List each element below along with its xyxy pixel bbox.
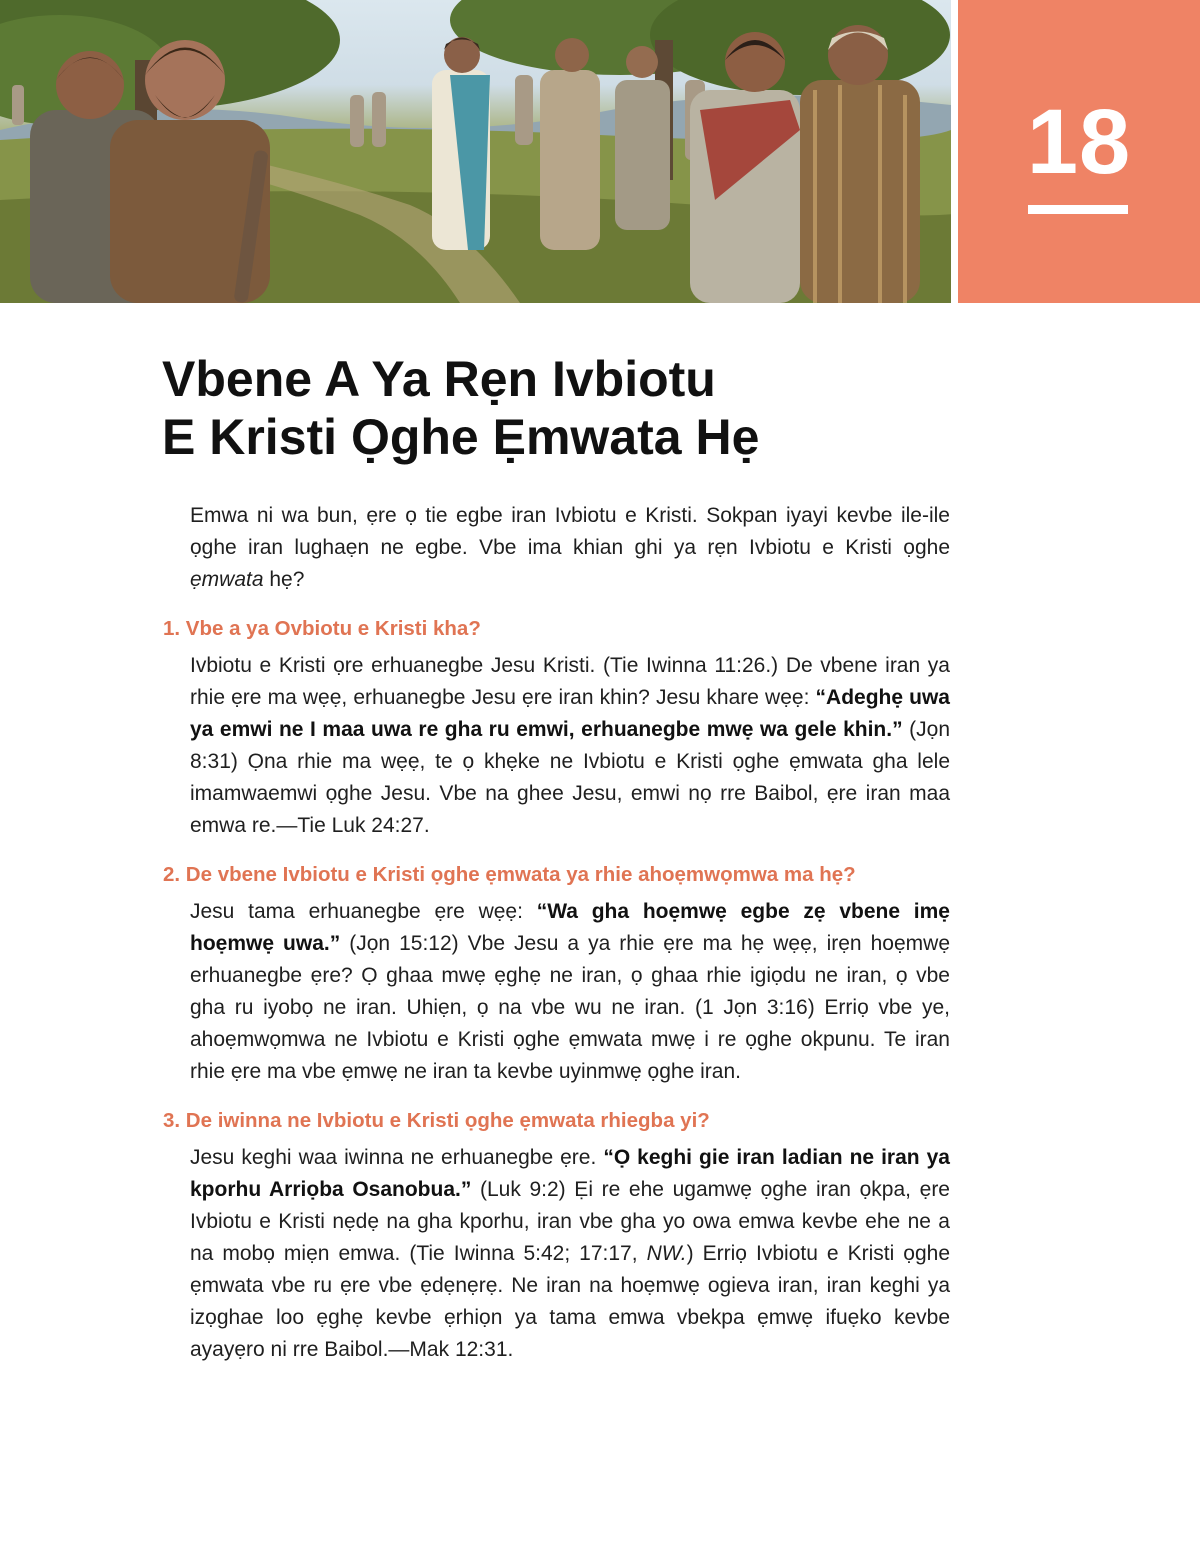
question-paragraph-1 [190,650,950,842]
paragraph-text: (Jọn 8:31) Ọna rhie ma wẹẹ, te ọ khẹke ne Ivbiotu e Kristi ọghe ẹmwata gha lele imamwaemwi ọghe Jesu. Vbe na ghee Jesu, emwi nọ rre Baibol, ẹre iran maa emwa re.—Tie Luk 24:27. [190,718,950,837]
paragraph-text: (Jọn 15:12) Vbe Jesu a ya rhie ẹre ma hẹ wẹẹ, irẹn hoẹmwẹ erhuanegbe ẹre? Ọ ghaa mwẹ ẹghẹ ne iran, ọ ghaa rhie igiọdu ne iran, ọ vbe gha ru iyobọ ne iran. Uhiẹn, ọ na vbe wu ne iran. (1 Jọn 3:16) Erriọ vbe ye, ahoẹmwọmwa ne Ivbiotu e Kristi ọghe ẹmwata mwẹ i re ọghe okpunu. Te iran rhie ẹre ma vbe ẹmwẹ ne iran ta kevbe uyinmwẹ ọghe iran. [190,932,951,1083]
lesson-body [163,500,950,1384]
question-heading-1: 1. Vbe a ya Ovbiotu e Kristi kha? [163,617,481,640]
question-paragraph-3 [190,1142,950,1366]
paragraph-text: (Luk 9:2) Ẹi re ehe ugamwẹ ọghe iran ọkpa, ẹre Ivbiotu e Kristi nẹdẹ na gha kporhu, iran vbe gha yo owa emwa kevbe ehe ne a na mobọ miẹn emwa. (Tie Iwinna 5:42; 17:17, [190,1178,950,1265]
translation-abbrev: NW. [646,1242,687,1265]
title-line-2: E Kristi Ọghe Ẹmwata Hẹ [162,409,760,465]
paragraph-text: Ivbiotu e Kristi ọre erhuanegbe Jesu Kristi. (Tie Iwinna 11:26.) De vbene iran ya rhie ẹre ma wẹẹ, erhuanegbe Jesu ẹre iran khin? Jesu khare wẹẹ: [190,654,950,709]
scripture-quote: “Adeghẹ uwa ya emwi ne I maa uwa re gha ru emwi, erhuanegbe mwẹ wa gele khin.” [190,686,950,741]
paragraph-text: Jesu keghi waa iwinna ne erhuanegbe ẹre. [190,1146,604,1169]
question-paragraph-2 [190,896,950,1088]
question-heading-3: 3. De iwinna ne Ivbiotu e Kristi ọghe ẹmwata rhiegba yi? [163,1109,710,1132]
chapter-rule [1028,205,1128,214]
header-illustration [0,0,951,303]
intro-text: Emwa ni wa bun, ẹre ọ tie egbe iran Ivbiotu e Kristi. Sokpan iyayi kevbe ile-ile ọghe iran lughaẹn ne egbe. Vbe ima khian ghi ya rẹn Ivbiotu e Kristi ọghe [190,504,950,559]
paragraph-text: ) Erriọ Ivbiotu e Kristi ọghe ẹmwata vbe ru ẹre vbe ẹdẹnẹrẹ. Ne iran na hoẹmwẹ ogieva iran, iran keghi ya izọghae loo ẹghẹ kevbe ẹrhiọn ya tama emwa vbekpa ẹmwẹ ifuẹko kevbe ayayẹro ni rre Baibol.—Mak 12:31. [190,1242,950,1361]
page-title [162,350,962,466]
chapter-number: 18 [1026,91,1132,193]
scripture-quote: “Ọ keghi gie iran ladian ne iran ya kporhu Arriọba Osanobua.” [190,1146,950,1201]
paragraph-text: Jesu tama erhuanegbe ẹre wẹẹ: [190,900,537,923]
intro-paragraph [190,500,950,596]
question-heading-2: 2. De vbene Ivbiotu e Kristi ọghe ẹmwata ya rhie ahoẹmwọmwa ma hẹ? [163,863,856,886]
intro-italic: ẹmwata [190,568,264,591]
intro-text-end: hẹ? [263,568,305,591]
scripture-quote: “Wa gha hoẹmwẹ egbe zẹ vbene imẹ hoẹmwẹ uwa.” [190,900,950,955]
title-line-1: Vbene A Ya Rẹn Ivbiotu [162,351,716,407]
chapter-badge [958,0,1200,303]
